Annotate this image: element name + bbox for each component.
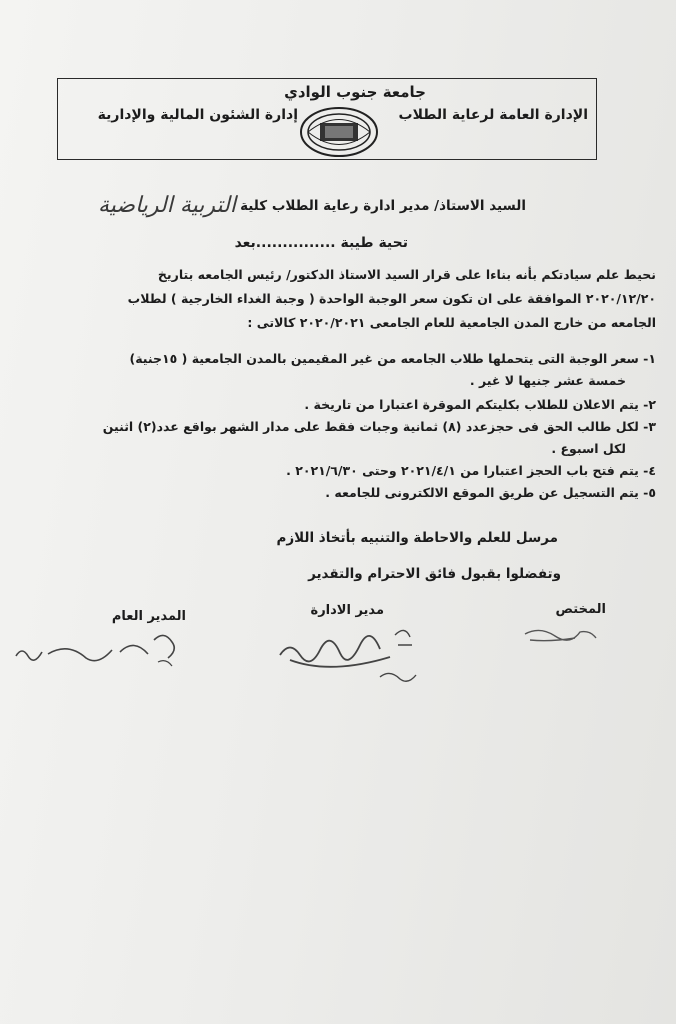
item-1: ١- سعر الوجبة التى يتحملها طلاب الجامعه من غير المقيمين بالمدن الجامعية ( ١٥جنية) (129, 351, 656, 366)
closing-regards: وتفضلوا بقبول فائق الاحترام والتقدير (308, 566, 561, 582)
admin-manager-label: مدير الادارة (310, 603, 384, 618)
item-4: ٤- يتم فتح باب الحجز اعتبارا من ٢٠٢١/٤/١ وحتى ٢٠٢١/٦/٣٠ . (286, 463, 656, 478)
addressee-line: السيد الاستاذ/ مدير ادارة رعاية الطلاب كلية (240, 198, 526, 214)
university-seal-icon (298, 105, 380, 159)
letterhead (57, 78, 597, 160)
greeting: تحية طيبة ...............بعد (234, 235, 408, 251)
intro-line-2: ٢٠٢٠/١٢/٢٠ الموافقة على ان تكون سعر الوجبة الواحدة ( وجبة الغداء الخارجية ) لطلاب (127, 291, 656, 306)
item-5: ٥- يتم التسجيل عن طريق الموقع الالكترونى للجامعه . (325, 485, 656, 500)
closing-sent: مرسل للعلم والاحاطة والتنبيه بأتخاذ اللازم (276, 530, 558, 546)
item-1-cont: خمسة عشر جنيها لا غير . (469, 373, 626, 388)
specialist-label: المختص (555, 602, 606, 617)
item-3-cont: لكل اسبوع . (551, 441, 626, 456)
item-3: ٣- لكل طالب الحق فى حجزعدد (٨) ثمانية وجبات فقط على مدار الشهر بواقع عدد(٢) اثنين (102, 419, 656, 434)
university-name: جامعة جنوب الوادي (284, 83, 426, 101)
general-manager-label: المدير العام (111, 609, 186, 624)
specialist-signature-icon (520, 620, 600, 650)
students-department: الإدارة العامة لرعاية الطلاب (398, 107, 588, 123)
intro-line-1: نحيط علم سيادتكم بأنه بناءا على قرار السيد الاستاذ الدكتور/ رئيس الجامعه بتاريخ (157, 267, 656, 282)
general-manager-signature-icon (8, 624, 188, 674)
finance-department: إدارة الشئون المالية والإدارية (97, 107, 298, 123)
intro-line-3: الجامعه من خارج المدن الجامعية للعام الجامعى ٢٠٢٠/٢٠٢١ كالاتى : (247, 315, 656, 330)
item-2: ٢- يتم الاعلان للطلاب بكليتكم الموقرة اعتبارا من تاريخة . (304, 397, 656, 412)
faculty-handwritten: التربية الرياضية (97, 193, 236, 218)
admin-manager-signature-icon (270, 615, 430, 690)
